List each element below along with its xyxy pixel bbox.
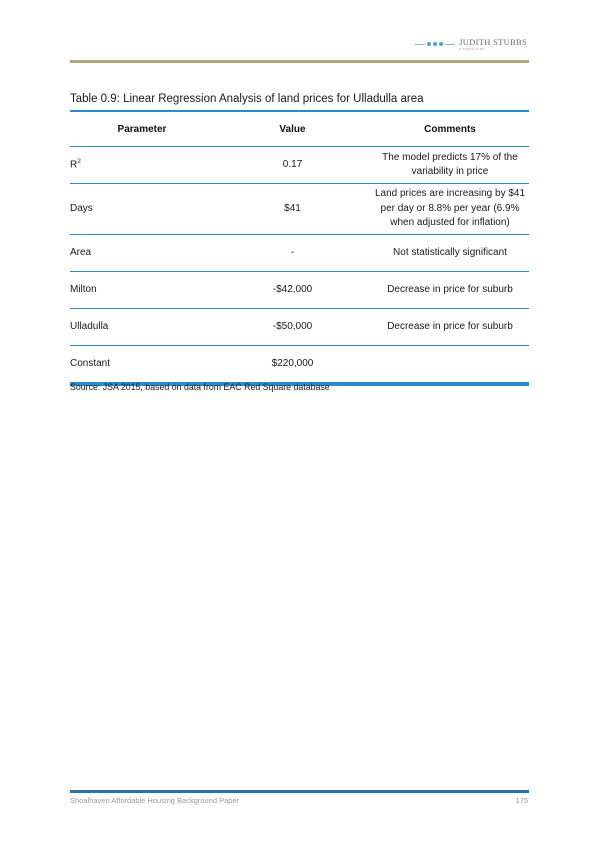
cell-value: -$42,000 xyxy=(214,272,371,309)
cell-value: - xyxy=(214,235,371,272)
cell-value: -$50,000 xyxy=(214,309,371,346)
parameter-label: R xyxy=(70,159,78,171)
cell-parameter: Milton xyxy=(70,272,214,309)
column-header-comments: Comments xyxy=(371,111,529,147)
table-caption: Table 0.9: Linear Regression Analysis of land prices for Ulladulla area xyxy=(70,93,424,105)
table-source-note: Source: JSA 2015, based on data from EAC Red Square database xyxy=(70,382,330,392)
cell-parameter: Constant xyxy=(70,346,214,384)
table-row xyxy=(70,272,529,309)
cell-parameter xyxy=(70,147,214,184)
regression-table xyxy=(70,110,529,386)
table-header-row xyxy=(70,111,529,147)
parameter-superscript: 2 xyxy=(77,158,81,166)
table-row xyxy=(70,235,529,272)
table-row xyxy=(70,147,529,184)
cell-comment xyxy=(371,346,529,384)
cell-value: $41 xyxy=(214,184,371,235)
column-header-parameter: Parameter xyxy=(70,111,214,147)
footer-document-title: Shoalhaven Affordable Housing Background Paper xyxy=(70,796,240,805)
cell-comment: Decrease in price for suburb xyxy=(371,309,529,346)
footer-page-number: 175 xyxy=(515,796,528,805)
cell-parameter: Ulladulla xyxy=(70,309,214,346)
cell-comment: Land prices are increasing by $41 per day or 8.8% per year (6.9% when adjusted for inflation) xyxy=(371,184,529,235)
cell-value: 0.17 xyxy=(214,147,371,184)
cell-comment: The model predicts 17% of the variability in price xyxy=(371,147,529,184)
cell-value: $220,000 xyxy=(214,346,371,384)
table-row xyxy=(70,184,529,235)
brand-logo xyxy=(415,38,527,51)
brand-subtitle: & ASSOCIATES xyxy=(459,46,485,51)
table-row xyxy=(70,346,529,384)
logo-dots-icon xyxy=(415,42,455,46)
brand-name: JUDITH STUBBS xyxy=(459,37,527,47)
table-row xyxy=(70,309,529,346)
header-rule xyxy=(70,60,529,63)
column-header-value: Value xyxy=(214,111,371,147)
cell-parameter: Days xyxy=(70,184,214,235)
cell-comment: Not statistically significant xyxy=(371,235,529,272)
cell-comment: Decrease in price for suburb xyxy=(371,272,529,309)
cell-parameter: Area xyxy=(70,235,214,272)
footer-rule xyxy=(70,790,529,793)
